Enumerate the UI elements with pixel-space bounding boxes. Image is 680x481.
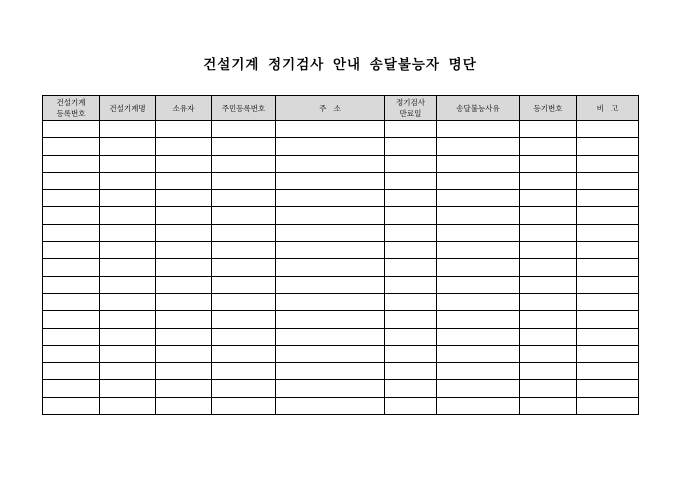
table-cell xyxy=(577,293,639,310)
table-cell xyxy=(43,172,100,189)
table-cell xyxy=(212,311,276,328)
table-cell xyxy=(212,172,276,189)
table-cell xyxy=(577,224,639,241)
table-cell xyxy=(276,397,385,414)
table-cell xyxy=(577,345,639,362)
table-cell xyxy=(437,259,520,276)
table-cell xyxy=(100,259,156,276)
table-cell xyxy=(437,345,520,362)
table-cell xyxy=(156,380,212,397)
table-row xyxy=(43,311,639,328)
table-row xyxy=(43,397,639,414)
table-cell xyxy=(385,293,437,310)
table-cell xyxy=(212,397,276,414)
table-cell xyxy=(156,224,212,241)
table-row xyxy=(43,259,639,276)
table-cell xyxy=(156,190,212,207)
table-cell xyxy=(212,276,276,293)
table-cell xyxy=(156,172,212,189)
table-cell xyxy=(276,138,385,155)
table-cell xyxy=(43,328,100,345)
table-row xyxy=(43,190,639,207)
table-cell xyxy=(385,224,437,241)
table-cell xyxy=(276,345,385,362)
table-cell xyxy=(385,363,437,380)
table-cell xyxy=(43,363,100,380)
table-row xyxy=(43,293,639,310)
table-row xyxy=(43,328,639,345)
table-cell xyxy=(520,293,577,310)
table-cell xyxy=(100,363,156,380)
table-cell xyxy=(385,242,437,259)
table-cell xyxy=(385,345,437,362)
table-cell xyxy=(212,345,276,362)
table-cell xyxy=(156,121,212,138)
header-resident-number: 주민등록번호 xyxy=(212,96,276,121)
table-cell xyxy=(385,397,437,414)
table-cell xyxy=(100,207,156,224)
table-cell xyxy=(212,259,276,276)
table-cell xyxy=(437,121,520,138)
table-cell xyxy=(43,207,100,224)
table-cell xyxy=(156,259,212,276)
table-cell xyxy=(520,138,577,155)
table-cell xyxy=(437,242,520,259)
table-cell xyxy=(212,242,276,259)
table-cell xyxy=(577,155,639,172)
table-cell xyxy=(437,363,520,380)
table-cell xyxy=(437,138,520,155)
table-cell xyxy=(577,397,639,414)
table-cell xyxy=(212,190,276,207)
table-cell xyxy=(385,380,437,397)
table-cell xyxy=(43,155,100,172)
table-cell xyxy=(156,397,212,414)
table-cell xyxy=(520,121,577,138)
table-cell xyxy=(43,242,100,259)
table-cell xyxy=(437,172,520,189)
table-cell xyxy=(520,328,577,345)
table-cell xyxy=(520,224,577,241)
table-cell xyxy=(43,311,100,328)
table-cell xyxy=(276,380,385,397)
table-cell xyxy=(156,138,212,155)
table-row xyxy=(43,155,639,172)
table-cell xyxy=(156,207,212,224)
table-cell xyxy=(276,293,385,310)
table-cell xyxy=(276,328,385,345)
table-cell xyxy=(212,363,276,380)
table-cell xyxy=(577,172,639,189)
table-cell xyxy=(100,138,156,155)
table-cell xyxy=(276,190,385,207)
table-cell xyxy=(577,138,639,155)
table-cell xyxy=(276,259,385,276)
header-address: 주 소 xyxy=(276,96,385,121)
table-cell xyxy=(577,311,639,328)
header-machine-name: 건설기계명 xyxy=(100,96,156,121)
table-cell xyxy=(577,190,639,207)
header-owner: 소유자 xyxy=(156,96,212,121)
table-cell xyxy=(276,224,385,241)
table-cell xyxy=(156,345,212,362)
undeliverable-roster-table xyxy=(42,95,639,415)
table-cell xyxy=(385,190,437,207)
table-cell xyxy=(276,242,385,259)
table-cell xyxy=(212,328,276,345)
table-cell xyxy=(385,121,437,138)
table-cell xyxy=(520,345,577,362)
table-cell xyxy=(156,363,212,380)
header-registration-number: 건설기계 등록번호 xyxy=(43,96,100,121)
table-cell xyxy=(156,293,212,310)
table-cell xyxy=(212,138,276,155)
table-cell xyxy=(212,293,276,310)
table-cell xyxy=(385,207,437,224)
table-cell xyxy=(520,155,577,172)
table-cell xyxy=(276,155,385,172)
header-undeliverable-reason: 송달불능사유 xyxy=(437,96,520,121)
roster-body xyxy=(43,121,639,415)
table-cell xyxy=(437,224,520,241)
table-cell xyxy=(100,397,156,414)
table-cell xyxy=(520,276,577,293)
table-row xyxy=(43,224,639,241)
table-cell xyxy=(276,172,385,189)
table-cell xyxy=(520,311,577,328)
table-cell xyxy=(212,224,276,241)
table-cell xyxy=(520,242,577,259)
table-cell xyxy=(43,190,100,207)
table-cell xyxy=(100,224,156,241)
table-cell xyxy=(276,207,385,224)
table-cell xyxy=(385,138,437,155)
table-cell xyxy=(43,121,100,138)
table-cell xyxy=(212,380,276,397)
table-row xyxy=(43,380,639,397)
table-cell xyxy=(43,345,100,362)
table-cell xyxy=(100,242,156,259)
table-cell xyxy=(437,397,520,414)
table-row xyxy=(43,276,639,293)
table-cell xyxy=(437,207,520,224)
table-cell xyxy=(385,276,437,293)
header-remarks: 비 고 xyxy=(577,96,639,121)
table-cell xyxy=(100,293,156,310)
table-cell xyxy=(276,363,385,380)
table-cell xyxy=(100,172,156,189)
table-row xyxy=(43,121,639,138)
table-cell xyxy=(100,276,156,293)
table-cell xyxy=(100,190,156,207)
table-cell xyxy=(577,328,639,345)
table-cell xyxy=(385,328,437,345)
table-row xyxy=(43,172,639,189)
table-cell xyxy=(100,311,156,328)
table-cell xyxy=(520,363,577,380)
table-cell xyxy=(520,259,577,276)
table-cell xyxy=(520,397,577,414)
table-cell xyxy=(437,155,520,172)
table-cell xyxy=(276,121,385,138)
header-registered-mail-number: 등기번호 xyxy=(520,96,577,121)
table-cell xyxy=(212,207,276,224)
table-row xyxy=(43,207,639,224)
header-row xyxy=(43,96,639,121)
document-title: 건설기계 정기검사 안내 송달불능자 명단 xyxy=(203,57,477,73)
table-cell xyxy=(577,363,639,380)
table-row xyxy=(43,242,639,259)
table-cell xyxy=(100,155,156,172)
table-cell xyxy=(577,242,639,259)
table-cell xyxy=(43,259,100,276)
table-cell xyxy=(100,121,156,138)
table-cell xyxy=(100,328,156,345)
table-cell xyxy=(437,380,520,397)
table-cell xyxy=(156,155,212,172)
table-cell xyxy=(385,311,437,328)
table-cell xyxy=(437,276,520,293)
table-cell xyxy=(520,380,577,397)
table-cell xyxy=(100,345,156,362)
table-cell xyxy=(577,380,639,397)
table-cell xyxy=(437,190,520,207)
table-cell xyxy=(577,121,639,138)
table-cell xyxy=(156,276,212,293)
table-cell xyxy=(276,276,385,293)
table-cell xyxy=(577,207,639,224)
table-row xyxy=(43,363,639,380)
table-cell xyxy=(520,207,577,224)
table-cell xyxy=(520,172,577,189)
table-cell xyxy=(43,138,100,155)
table-cell xyxy=(43,397,100,414)
table-cell xyxy=(43,380,100,397)
table-cell xyxy=(276,311,385,328)
table-cell xyxy=(385,259,437,276)
table-cell xyxy=(577,259,639,276)
table-cell xyxy=(385,155,437,172)
table-cell xyxy=(437,293,520,310)
table-cell xyxy=(43,293,100,310)
table-cell xyxy=(212,155,276,172)
table-cell xyxy=(437,311,520,328)
table-cell xyxy=(212,121,276,138)
header-inspection-expiry: 정기검사 만료일 xyxy=(385,96,437,121)
table-row xyxy=(43,138,639,155)
table-cell xyxy=(577,276,639,293)
table-cell xyxy=(156,242,212,259)
table-cell xyxy=(156,328,212,345)
table-cell xyxy=(437,328,520,345)
table-row xyxy=(43,345,639,362)
table-cell xyxy=(43,224,100,241)
table-cell xyxy=(43,276,100,293)
table-cell xyxy=(156,311,212,328)
table-cell xyxy=(385,172,437,189)
table-cell xyxy=(100,380,156,397)
table-cell xyxy=(520,190,577,207)
